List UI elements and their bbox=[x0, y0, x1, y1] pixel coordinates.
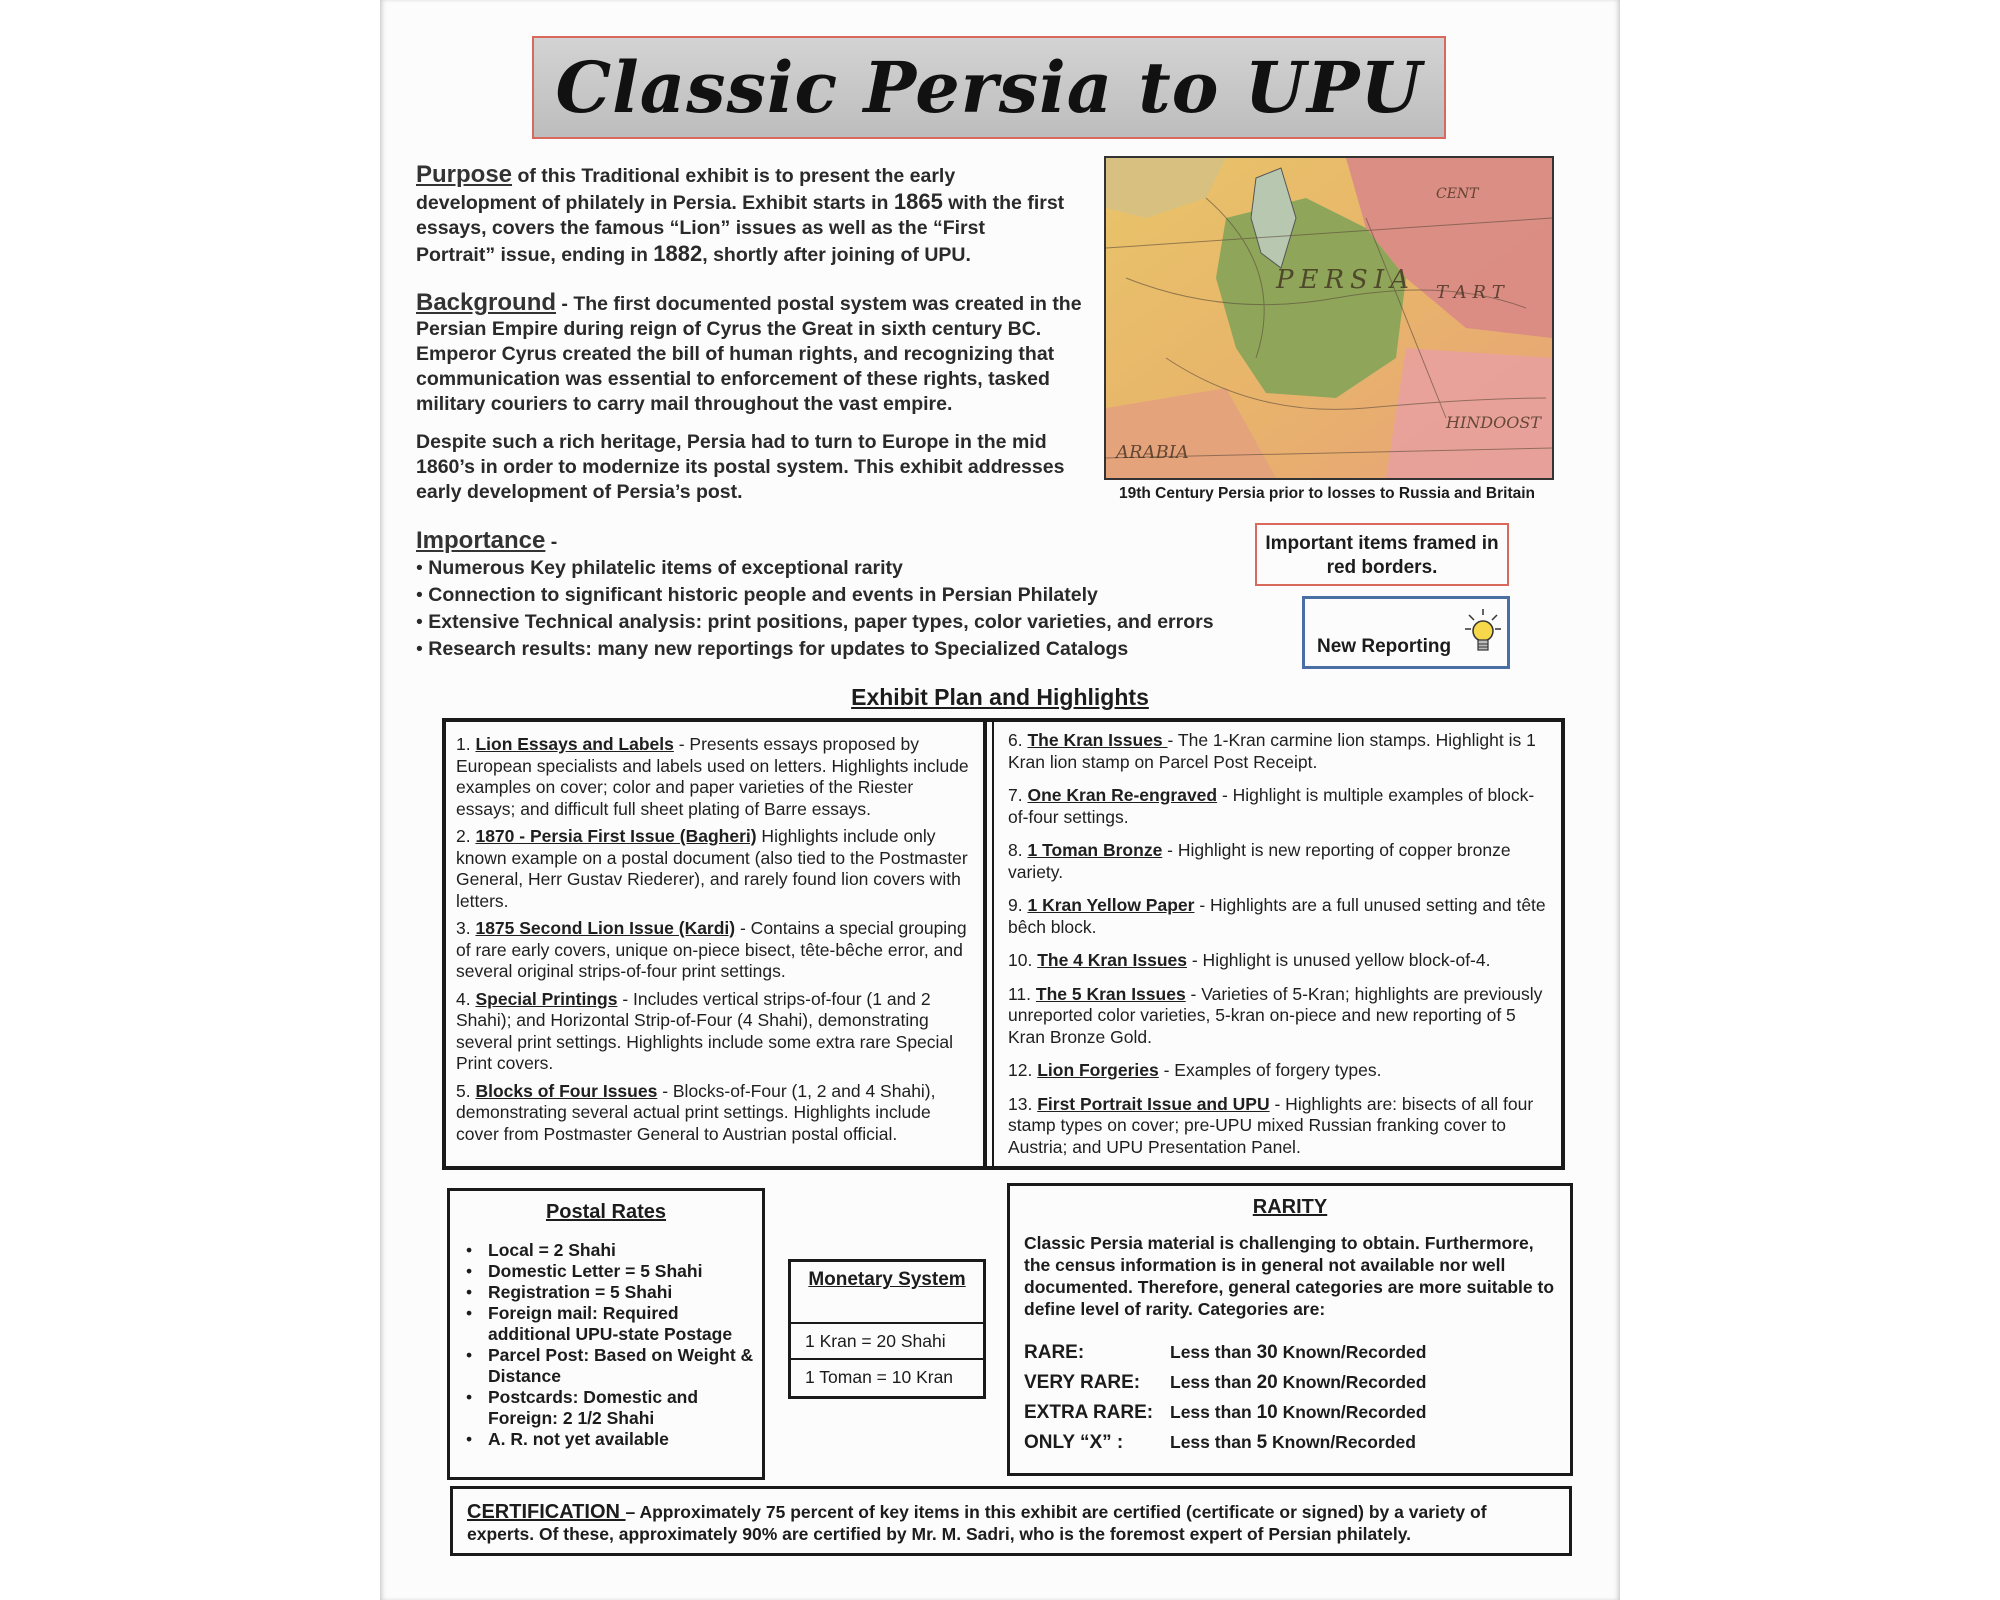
purpose-heading: Purpose bbox=[416, 161, 513, 188]
purpose-year-end: 1882 bbox=[653, 241, 703, 266]
rarity-box bbox=[1007, 1183, 1573, 1476]
list-item: • A. R. not yet available bbox=[488, 1429, 762, 1450]
plan-item: 7. One Kran Re-engraved - Highlight is multiple examples of block-of-four settings. bbox=[1008, 785, 1535, 827]
importance-list bbox=[416, 555, 1236, 663]
certification-box bbox=[450, 1486, 1572, 1556]
plan-item: 3. 1875 Second Lion Issue (Kardi) - Contains a special grouping of rare early covers, unique on-piece bisect, tête-bêche error, and several original strips-of-four print settings. bbox=[456, 918, 967, 981]
certification-text: – Approximately 75 percent of key items in this exhibit are certified (certificate or signed) by a variety of experts. Of these, approximately 90% are certified by Mr. M. Sadri, who is the foremost expert of Persian philately. bbox=[467, 1502, 1487, 1544]
background-paragraph-2: Despite such a rich heritage, Persia had to turn to Europe in the mid 1860’s in order to modernize its postal system. This exhibit addresses early development of Persia’s post. bbox=[416, 431, 1065, 503]
list-item: • Local = 2 Shahi bbox=[488, 1240, 762, 1261]
list-item: • Foreign mail: Required additional UPU-state Postage bbox=[488, 1303, 762, 1345]
table-row: ONLY “X” : Less than 5 Known/Recorded bbox=[1024, 1432, 1416, 1453]
plan-title: Exhibit Plan and Highlights bbox=[851, 684, 1149, 710]
plan-item: 4. Special Printings - Includes vertical strips-of-four (1 and 2 Shahi); and Horizontal Strip-of-Four (4 Shahi), demonstrating several print settings. Highlights include some extra rare Special Print covers. bbox=[456, 988, 954, 1073]
new-reporting-note bbox=[1302, 596, 1510, 669]
importance-section bbox=[416, 528, 1236, 663]
purpose-text-c: , shortly after joining of UPU. bbox=[702, 244, 971, 266]
plan-item: 1. Lion Essays and Labels - Presents essays proposed by European specialists and labels used on letters. Highlights include examples on cover; color and paper varieties of the Riester essays; and difficult full sheet plating of Barre essays. bbox=[456, 734, 969, 819]
postal-rates-box bbox=[447, 1188, 765, 1480]
list-item: • Postcards: Domestic and Foreign: 2 1/2 Shahi bbox=[488, 1387, 762, 1429]
background-heading: Background bbox=[416, 289, 557, 316]
lightbulb-icon bbox=[1465, 607, 1501, 663]
persia-map-image bbox=[1104, 156, 1554, 480]
plan-item: 6. The Kran Issues - The 1-Kran carmine lion stamps. Highlight is 1 Kran lion stamp on Parcel Post Receipt. bbox=[1008, 730, 1536, 772]
table-row: VERY RARE: Less than 20 Known/Recorded bbox=[1024, 1372, 1427, 1393]
postal-rates-heading: Postal Rates bbox=[545, 1201, 667, 1223]
svg-text:T A R T: T A R T bbox=[1436, 282, 1504, 303]
monetary-heading: Monetary System bbox=[791, 1262, 983, 1324]
plan-item: 2. 1870 - Persia First Issue (Bagheri) Highlights include only known example on a postal document (also tied to the Postmaster General, Herr Gustav Riederer), and rarely found lion covers with letters. bbox=[456, 826, 968, 911]
list-item: • Domestic Letter = 5 Shahi bbox=[488, 1261, 762, 1282]
svg-text:ARABIA: ARABIA bbox=[1116, 442, 1189, 463]
plan-left-column bbox=[456, 734, 972, 1151]
list-item: • Numerous Key philatelic items of exceptional rarity bbox=[416, 555, 1236, 582]
purpose-paragraph bbox=[416, 162, 1066, 268]
certification-heading: CERTIFICATION bbox=[467, 1501, 626, 1523]
red-border-note: Important items framed in red borders. bbox=[1255, 523, 1509, 586]
purpose-text-a: of this Traditional exhibit is to present the early development of philately in Persia. Exhibit starts in bbox=[416, 165, 956, 214]
monetary-system-box bbox=[788, 1259, 986, 1399]
purpose-year-start: 1865 bbox=[893, 189, 943, 214]
plan-item: 13. First Portrait Issue and UPU - Highlights are: bisects of all four stamp types on cover; pre-UPU mixed Russian franking cover to Austria; and UPU Presentation Panel. bbox=[1008, 1093, 1534, 1157]
list-item: • Parcel Post: Based on Weight & Distance bbox=[488, 1345, 762, 1387]
table-row: 1 Toman = 10 Kran bbox=[805, 1367, 954, 1387]
plan-item: 9. 1 Kran Yellow Paper - Highlights are a full unused setting and tête bêch block. bbox=[1008, 895, 1546, 937]
new-reporting-label: New Reporting bbox=[1317, 636, 1452, 657]
importance-heading: Importance bbox=[416, 527, 546, 554]
plan-item: 12. Lion Forgeries - Examples of forgery types. bbox=[1008, 1060, 1382, 1080]
background-text: - The first documented postal system was created in the Persian Empire during reign of Cyrus the Great in sixth century BC. Emperor Cyrus created the bill of human rights, and recognizing that communication was essential to enforcement of these rights, tasked military couriers to carry mail throughout the vast empire. bbox=[416, 293, 1082, 415]
rarity-intro: Classic Persia material is challenging to obtain. Furthermore, the census information is in general not available nor well documented. Therefore, general categories are more suitable to define level of rarity. Categories are: bbox=[1024, 1233, 1555, 1319]
column-divider bbox=[983, 722, 987, 1166]
purpose-text-b: with the first essays, covers the famous “Lion” issues as well as the “First Portrait” issue, ending in bbox=[416, 192, 1065, 266]
svg-text:PERSIA: PERSIA bbox=[1276, 265, 1415, 295]
plan-item: 5. Blocks of Four Issues - Blocks-of-Four (1, 2 and 4 Shahi), demonstrating several actual print settings. Highlights include cover from Postmaster General to Austrian postal official. bbox=[456, 1080, 936, 1144]
title-banner bbox=[532, 36, 1446, 139]
importance-suffix: - bbox=[545, 531, 558, 553]
list-item: • Research results: many new reportings for updates to Specialized Catalogs bbox=[416, 636, 1236, 663]
table-row: 1 Kran = 20 Shahi bbox=[791, 1324, 983, 1360]
map-caption: 19th Century Persia prior to losses to Russia and Britain bbox=[1118, 485, 1536, 502]
list-item: • Connection to significant historic people and events in Persian Philately bbox=[416, 582, 1236, 609]
plan-item: 8. 1 Toman Bronze - Highlight is new reporting of copper bronze variety. bbox=[1008, 840, 1511, 882]
list-item: • Extensive Technical analysis: print positions, paper types, color varieties, and errors bbox=[416, 609, 1236, 636]
plan-item: 10. The 4 Kran Issues - Highlight is unused yellow block-of-4. bbox=[1008, 950, 1491, 970]
svg-text:CENT: CENT bbox=[1436, 186, 1479, 202]
plan-right-column bbox=[1008, 730, 1548, 1164]
postal-rates-list bbox=[450, 1240, 762, 1450]
exhibit-plan-box bbox=[442, 718, 1565, 1170]
list-item: • Registration = 5 Shahi bbox=[488, 1282, 762, 1303]
rarity-heading: RARITY bbox=[1252, 1196, 1328, 1218]
background-paragraph bbox=[416, 290, 1082, 417]
exhibit-page bbox=[380, 0, 1620, 1600]
plan-item: 11. The 5 Kran Issues - Varieties of 5-Kran; highlights are previously unreported color varieties, 5-kran on-piece and new reporting of 5 Kran Bronze Gold. bbox=[1008, 983, 1543, 1047]
svg-text:HINDOOST: HINDOOST bbox=[1446, 413, 1541, 432]
column-divider bbox=[992, 722, 994, 1166]
table-row: RARE: Less than 30 Known/Recorded bbox=[1024, 1342, 1427, 1363]
rarity-table bbox=[1024, 1338, 1426, 1458]
map-illustration bbox=[1106, 158, 1552, 478]
table-row: EXTRA RARE: Less than 10 Known/Recorded bbox=[1024, 1402, 1427, 1423]
page-title: Classic Persia to UPU bbox=[555, 46, 1423, 129]
